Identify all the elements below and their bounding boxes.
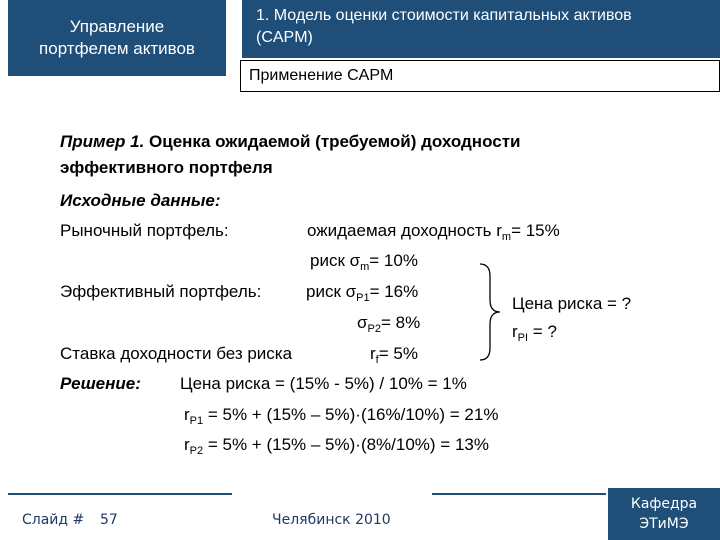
p2-risk-value: = 8%: [380, 313, 421, 332]
return-question: [512, 322, 557, 342]
example-title: Оценка ожидаемой (требуемой) доходности: [144, 132, 521, 151]
example-heading-line1: [60, 132, 520, 152]
price-of-risk-question: Цена риска = ?: [512, 294, 632, 313]
p1-risk-value: = 16%: [369, 282, 419, 301]
p1-risk-text: риск σ: [306, 282, 357, 301]
p1-risk: [306, 282, 418, 302]
example-heading-line2: эффективного портфеля: [60, 158, 273, 177]
p1-risk-sub: P1: [356, 292, 370, 304]
riskfree-rate: [370, 344, 418, 364]
department-box: [608, 488, 720, 540]
slide-subtitle: Применение CAPM: [240, 60, 720, 92]
p2-risk-sub: P2: [367, 323, 381, 335]
department-line1: Кафедра: [630, 496, 698, 512]
solution-line2: [184, 405, 498, 425]
solution-line3: [184, 435, 489, 455]
efficient-portfolio-label: Эффективный портфель:: [60, 282, 262, 301]
footer-divider-left: [8, 493, 232, 495]
market-portfolio-label: Рыночный портфель:: [60, 221, 229, 240]
department-line2: ЭТиМЭ: [639, 516, 689, 532]
course-title-line1: Управление: [69, 17, 165, 36]
return-question-text: r: [512, 322, 518, 341]
solution-line3-r: r: [184, 435, 190, 454]
given-label: Исходные данные:: [60, 191, 221, 210]
solution-line2-sub: P1: [189, 415, 204, 427]
section-title-box: [242, 0, 720, 58]
market-return-sub: m: [501, 231, 512, 243]
solution-line1: Цена риска = (15% - 5%) / 10% = 1%: [180, 374, 467, 393]
p2-risk-text: σ: [357, 313, 368, 332]
section-title-line2: (CAPM): [256, 29, 313, 46]
solution-label: Решение:: [60, 374, 141, 393]
curly-brace-icon: [476, 262, 506, 362]
market-return-text: ожидаемая доходность r: [307, 221, 502, 240]
riskfree-label: Ставка доходности без риска: [60, 344, 293, 363]
course-title-line2: портфелем активов: [39, 39, 195, 58]
solution-line3-rest: = 5% + (15% – 5%)·(8%/10%) = 13%: [203, 435, 489, 454]
slide-number: 57: [100, 512, 118, 528]
return-question-sub: PI: [517, 332, 529, 344]
market-return: [307, 221, 560, 241]
example-label: Пример 1.: [60, 132, 145, 151]
solution-line3-sub: P2: [189, 445, 204, 457]
market-risk-value: = 10%: [369, 251, 418, 270]
p2-risk: [357, 313, 420, 333]
market-risk: [310, 251, 418, 271]
return-question-value: = ?: [528, 322, 557, 341]
course-title-box: [8, 0, 226, 76]
solution-line2-rest: = 5% + (15% – 5%)·(16%/10%) = 21%: [203, 405, 499, 424]
section-title-line1: 1. Модель оценки стоимости капитальных активов: [256, 7, 632, 24]
footer-divider-right: [432, 493, 606, 495]
market-return-value: = 15%: [511, 221, 560, 240]
market-risk-text: риск σ: [310, 251, 361, 270]
market-risk-sub: m: [360, 261, 370, 273]
solution-line2-r: r: [184, 405, 190, 424]
riskfree-text: r: [370, 344, 376, 363]
riskfree-value: = 5%: [378, 344, 418, 363]
city-year: Челябинск 2010: [272, 512, 391, 528]
riskfree-sub: f: [375, 354, 379, 366]
slide-number-label: Слайд #: [22, 512, 85, 528]
